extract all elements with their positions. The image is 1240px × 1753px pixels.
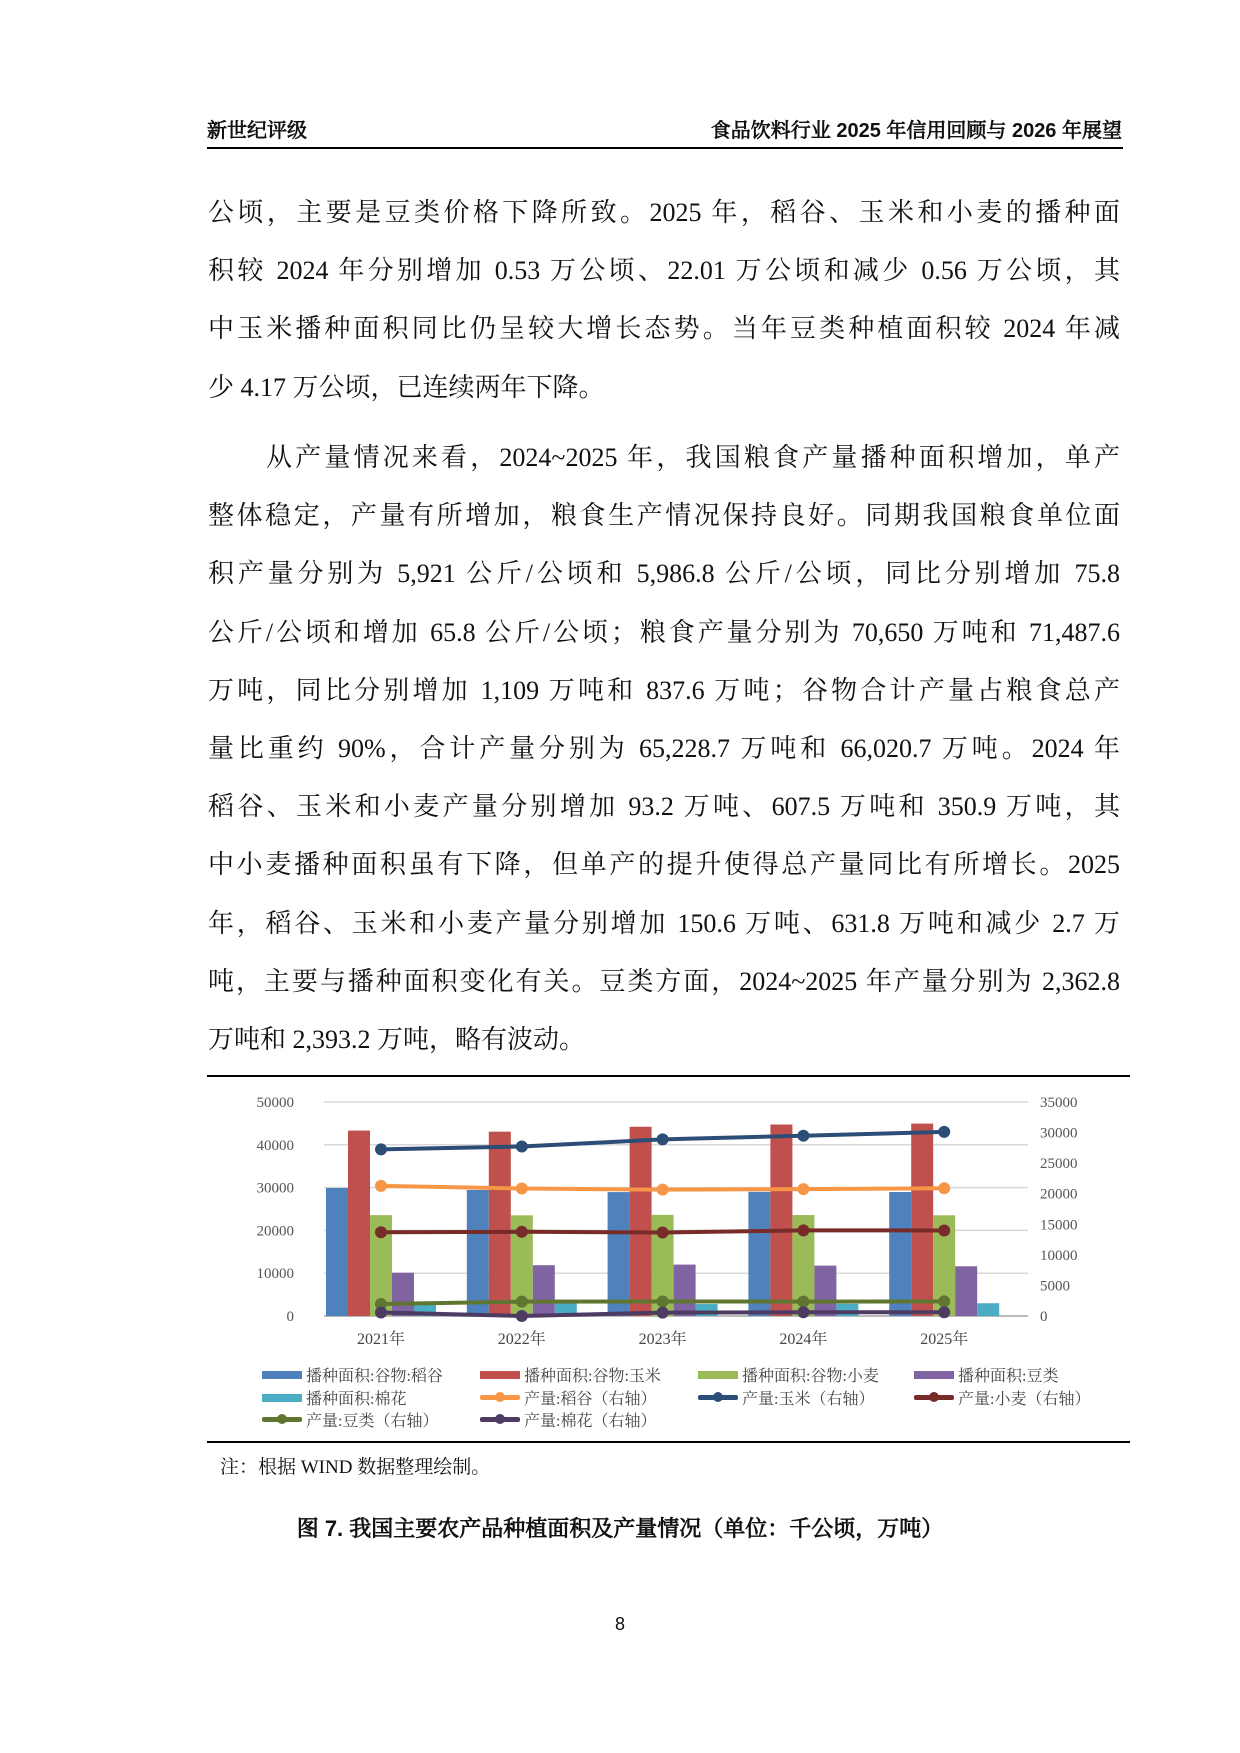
right-axis-tick-label: 15000 bbox=[1040, 1217, 1078, 1234]
bar-0 bbox=[608, 1192, 630, 1316]
line-point bbox=[657, 1226, 669, 1238]
line-point bbox=[375, 1180, 387, 1192]
line-point bbox=[797, 1296, 809, 1308]
legend-item bbox=[914, 1386, 1090, 1409]
bar-3 bbox=[955, 1266, 977, 1316]
chart-note: 注：根据 WIND 数据整理绘制。 bbox=[220, 1457, 491, 1478]
legend-item bbox=[262, 1363, 443, 1386]
line-point bbox=[797, 1130, 809, 1142]
line-point bbox=[938, 1295, 950, 1307]
legend-line-marker bbox=[262, 1417, 302, 1422]
header-left-title: 新世纪评级 bbox=[207, 120, 307, 142]
line-point bbox=[657, 1295, 669, 1307]
paragraph-line: 少 4.17 万公顷，已连续两年下降。 bbox=[208, 372, 605, 402]
line-point bbox=[375, 1143, 387, 1155]
legend-line-marker bbox=[698, 1395, 738, 1400]
figure-caption: 图 7. 我国主要农产品种植面积及产量情况（单位：千公顷，万吨） bbox=[296, 1516, 944, 1541]
bar-1 bbox=[489, 1132, 511, 1316]
legend-item bbox=[480, 1408, 656, 1431]
right-axis-tick-label: 30000 bbox=[1040, 1125, 1078, 1142]
bar-1 bbox=[348, 1131, 370, 1316]
legend-item bbox=[914, 1363, 1058, 1386]
left-axis-tick-label: 30000 bbox=[256, 1180, 294, 1197]
paragraph-line: 积较 2024 年分别增加 0.53 万公顷、22.01 万公顷和减少 0.56 万公顷，其 bbox=[208, 256, 1120, 286]
line-point bbox=[657, 1133, 669, 1145]
legend-swatch bbox=[262, 1371, 302, 1379]
legend-item bbox=[480, 1363, 661, 1386]
paragraph-line: 公顷，主要是豆类价格下降所致。2025 年，稻谷、玉米和小麦的播种面 bbox=[208, 198, 1120, 227]
bar-0 bbox=[889, 1192, 911, 1316]
bar-0 bbox=[467, 1190, 489, 1316]
line-point bbox=[797, 1183, 809, 1195]
header-right-title: 食品饮料行业 2025 年信用回顾与 2026 年展望 bbox=[710, 120, 1122, 142]
legend-line-marker bbox=[480, 1395, 520, 1400]
bar-3 bbox=[814, 1266, 836, 1316]
legend-line-marker bbox=[914, 1395, 954, 1400]
legend-label: 产量:小麦（右轴） bbox=[958, 1391, 1091, 1408]
line-point bbox=[797, 1224, 809, 1236]
legend-label: 播种面积:豆类 bbox=[958, 1368, 1059, 1385]
paragraph-line: 中小麦播种面积虽有下降，但单产的提升使得总产量同比有所增长。2025 bbox=[208, 850, 1120, 880]
paragraph-line: 量比重约 90%，合计产量分别为 65,228.7 万吨和 66,020.7 万吨。2024 年 bbox=[208, 734, 1120, 763]
bar-1 bbox=[911, 1124, 933, 1316]
left-axis-tick-label: 20000 bbox=[256, 1223, 294, 1240]
bar-1 bbox=[770, 1125, 792, 1316]
legend-label: 产量:豆类（右轴） bbox=[306, 1413, 439, 1430]
x-axis-tick-label: 2024年 bbox=[779, 1331, 828, 1348]
legend-label: 产量:稻谷（右轴） bbox=[524, 1391, 657, 1408]
legend-swatch bbox=[914, 1371, 954, 1379]
paragraph-line: 中玉米播种面积同比仍呈较大增长态势。当年豆类种植面积较 2024 年减 bbox=[208, 314, 1120, 344]
legend-item bbox=[262, 1386, 406, 1409]
paragraph-line: 万吨和 2,393.2 万吨，略有波动。 bbox=[208, 1025, 586, 1054]
line-point bbox=[938, 1224, 950, 1236]
line-point bbox=[657, 1184, 669, 1196]
paragraph-line: 万吨，同比分别增加 1,109 万吨和 837.6 万吨；谷物合计产量占粮食总产 bbox=[208, 675, 1120, 705]
left-axis-tick-label: 40000 bbox=[256, 1137, 294, 1154]
line-point bbox=[375, 1226, 387, 1238]
line-point bbox=[938, 1182, 950, 1194]
legend-label: 产量:棉花（右轴） bbox=[524, 1413, 657, 1430]
chart-bottom-rule bbox=[207, 1441, 1130, 1443]
legend-item bbox=[698, 1386, 874, 1409]
legend-item bbox=[480, 1386, 656, 1409]
right-axis-tick-label: 35000 bbox=[1040, 1095, 1078, 1111]
paragraph-line: 从产量情况来看，2024~2025 年，我国粮食产量播种面积增加，单产 bbox=[266, 443, 1120, 472]
bar-1 bbox=[630, 1127, 652, 1316]
bar-0 bbox=[326, 1188, 348, 1316]
line-point bbox=[516, 1310, 528, 1322]
paragraph-line: 整体稳定，产量有所增加，粮食生产情况保持良好。同期我国粮食单位面 bbox=[208, 501, 1120, 531]
right-axis-tick-label: 25000 bbox=[1040, 1156, 1078, 1173]
line-point bbox=[516, 1296, 528, 1308]
line-point bbox=[657, 1307, 669, 1319]
paragraph-line: 积产量分别为 5,921 公斤/公顷和 5,986.8 公斤/公顷，同比分别增加 75.8 bbox=[208, 559, 1120, 589]
line-point bbox=[938, 1126, 950, 1138]
paragraph-line: 稻谷、玉米和小麦产量分别增加 93.2 万吨、607.5 万吨和 350.9 万吨，其 bbox=[208, 792, 1120, 822]
bar-4 bbox=[977, 1303, 999, 1316]
bar-0 bbox=[748, 1192, 770, 1316]
paragraph-line: 年，稻谷、玉米和小麦产量分别增加 150.6 万吨、631.8 万吨和减少 2.7 万 bbox=[208, 908, 1120, 938]
x-axis-tick-label: 2025年 bbox=[920, 1331, 969, 1348]
x-axis-tick-label: 2022年 bbox=[497, 1331, 546, 1348]
bar-3 bbox=[392, 1273, 414, 1316]
line-point bbox=[516, 1183, 528, 1195]
page-number: 8 bbox=[614, 1614, 625, 1634]
legend-item bbox=[698, 1363, 879, 1386]
line-point bbox=[797, 1306, 809, 1318]
legend-swatch bbox=[480, 1371, 520, 1379]
x-axis-tick-label: 2021年 bbox=[356, 1331, 406, 1348]
left-axis-tick-label: 0 bbox=[286, 1309, 294, 1325]
legend-label: 播种面积:谷物:稻谷 bbox=[306, 1368, 443, 1385]
line-point bbox=[516, 1141, 528, 1153]
legend-item bbox=[262, 1408, 438, 1431]
left-axis-tick-label: 10000 bbox=[256, 1266, 294, 1283]
right-axis-tick-label: 10000 bbox=[1040, 1247, 1078, 1264]
legend-label: 播种面积:谷物:小麦 bbox=[742, 1368, 879, 1385]
legend-swatch bbox=[262, 1394, 302, 1402]
right-axis-tick-label: 20000 bbox=[1040, 1186, 1078, 1203]
paragraph-line: 公斤/公顷和增加 65.8 公斤/公顷；粮食产量分别为 70,650 万吨和 71,487.6 bbox=[208, 617, 1120, 647]
legend-label: 播种面积:谷物:玉米 bbox=[524, 1368, 661, 1385]
line-point bbox=[375, 1307, 387, 1319]
right-axis-tick-label: 5000 bbox=[1040, 1278, 1070, 1295]
bar-3 bbox=[674, 1265, 696, 1316]
line-point bbox=[938, 1306, 950, 1318]
right-axis-tick-label: 0 bbox=[1040, 1309, 1048, 1325]
x-axis-tick-label: 2023年 bbox=[638, 1331, 687, 1348]
legend-swatch bbox=[698, 1371, 738, 1379]
legend-label: 播种面积:棉花 bbox=[306, 1391, 407, 1408]
bar-3 bbox=[533, 1265, 555, 1316]
paragraph-line: 吨，主要与播种面积变化有关。豆类方面，2024~2025 年产量分别为 2,362.8 bbox=[208, 966, 1120, 996]
legend-line-marker bbox=[480, 1417, 520, 1422]
legend-label: 产量:玉米（右轴） bbox=[742, 1391, 875, 1408]
line-point bbox=[516, 1226, 528, 1238]
left-axis-tick-label: 50000 bbox=[256, 1095, 294, 1111]
